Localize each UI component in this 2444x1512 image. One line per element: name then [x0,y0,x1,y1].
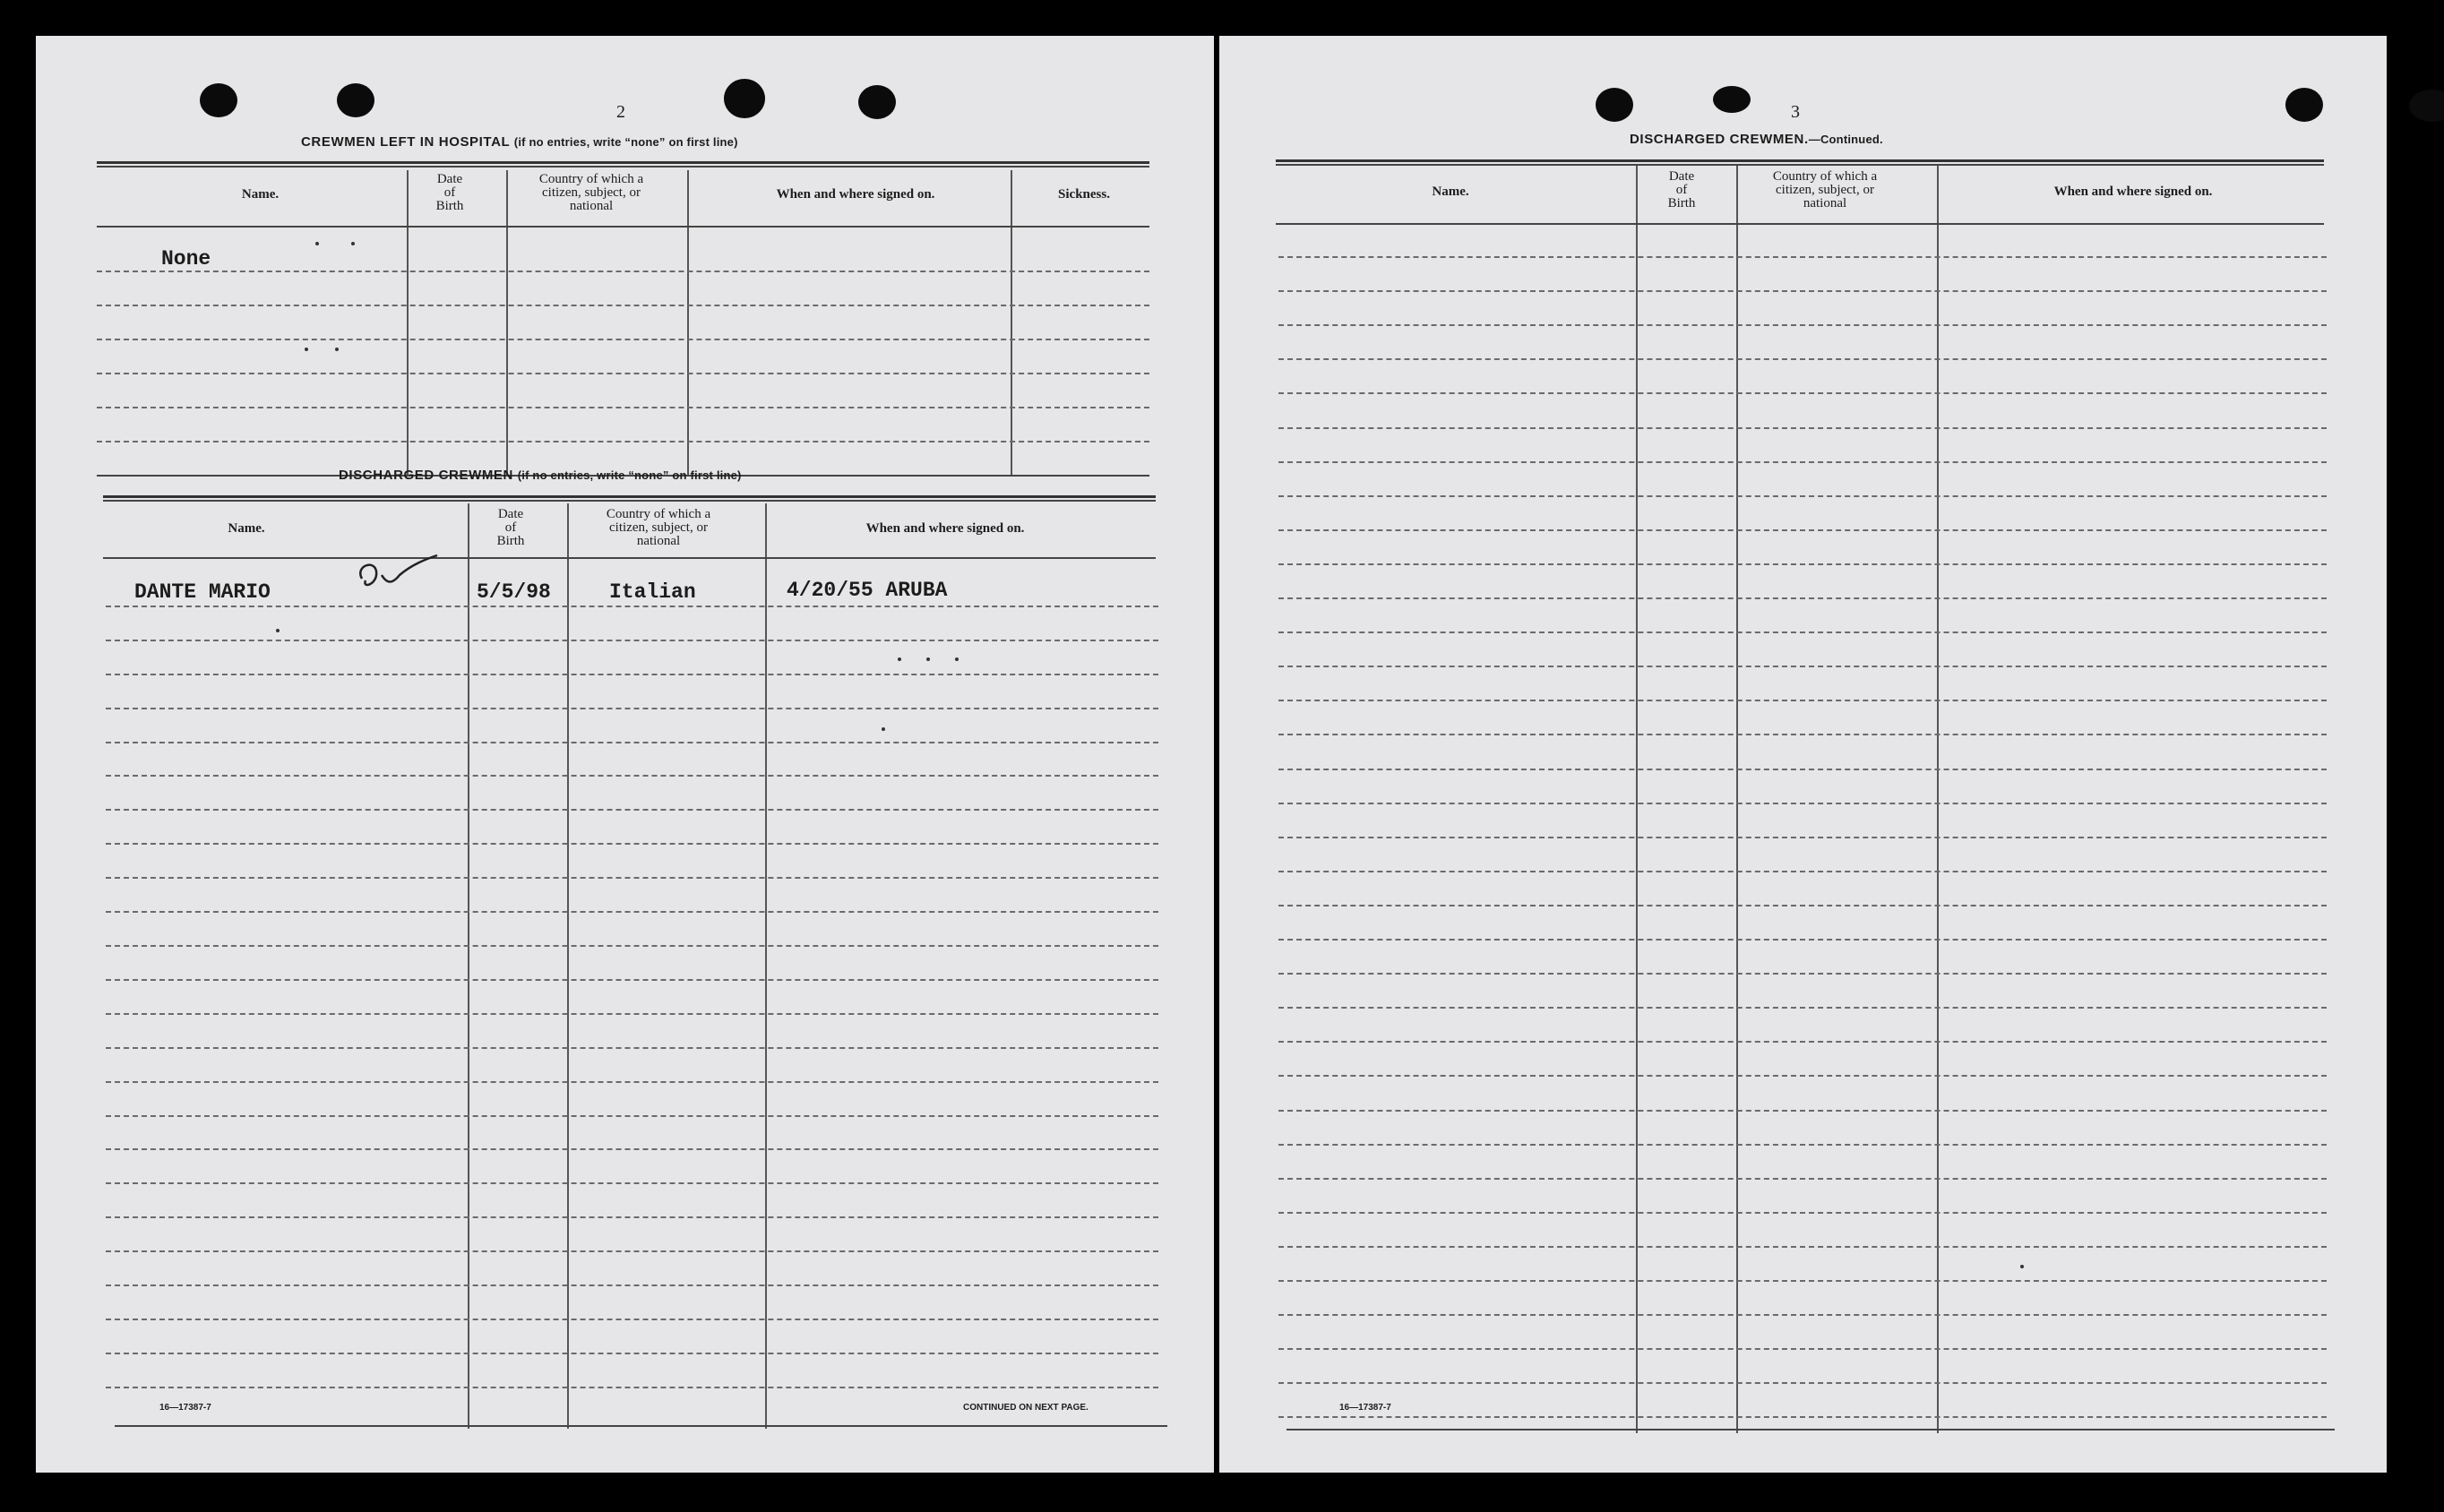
punch-hole [200,83,237,117]
ruled-line [106,708,1158,709]
ink-speck [955,657,959,661]
ruled-line [97,339,1149,340]
ruled-line [1278,495,2327,497]
ruled-line [1278,1041,2327,1043]
ruled-line [1278,700,2327,701]
row-rule [1276,223,2324,225]
ruled-line [97,305,1149,306]
ruled-line [1278,631,2327,633]
crew-name: DANTE MARIO [134,580,271,604]
col-header-name: Name. [241,187,280,202]
col-header-country: Country of which a citizen, subject, or national [606,507,711,548]
ruled-line [1278,1212,2327,1214]
ruled-line [106,606,1158,607]
header-rule [97,161,1149,164]
ruled-line [106,1047,1158,1049]
ruled-line [106,1081,1158,1083]
ruled-line [1278,1075,2327,1077]
row-rule [103,557,1156,559]
ruled-line [106,979,1158,981]
column-divider [468,503,469,1429]
ruled-line [1278,905,2327,906]
col-header-signed-on: When and where signed on. [2053,185,2213,199]
col-header-dob: Date of Birth [435,172,464,213]
punch-hole [337,83,374,117]
ruled-line [106,674,1158,675]
section-end-rule [115,1425,1167,1427]
ruled-line [1278,427,2327,429]
column-divider [1011,170,1012,477]
ruled-line [1278,666,2327,667]
punch-hole [2409,90,2444,122]
column-divider [1937,166,1939,1433]
handwritten-annotation [349,548,457,602]
punch-hole [2285,88,2323,122]
ink-speck [882,727,885,731]
ruled-line [106,1115,1158,1117]
right-page [1219,36,2387,1473]
ruled-line [106,877,1158,879]
ruled-line [1278,871,2327,872]
ruled-line [97,373,1149,374]
column-divider [1736,166,1738,1433]
col-header-name: Name. [1432,185,1469,199]
ruled-line [106,1387,1158,1388]
ruled-line [1278,461,2327,463]
ruled-line [1278,1144,2327,1146]
ruled-line [106,809,1158,811]
ruled-line [106,640,1158,641]
crew-country: Italian [609,580,696,604]
ink-speck [2020,1265,2024,1268]
header-rule [1276,164,2324,166]
ruled-line [106,843,1158,845]
page-number: 2 [616,102,625,122]
crew-dob: 5/5/98 [477,580,551,604]
ruled-line [1278,1007,2327,1009]
ink-speck [305,348,308,351]
column-divider [506,170,508,477]
ink-speck [898,657,901,661]
col-header-country: Country of which a citizen, subject, or national [538,172,644,213]
discharged-continued-title: DISCHARGED CREWMEN.—Continued. [1630,132,1883,147]
ruled-line [1278,734,2327,735]
header-rule [97,166,1149,168]
col-header-signed-on: When and where signed on. [776,187,935,202]
left-page [36,36,1214,1473]
punch-hole [1713,86,1751,113]
hospital-section-title: CREWMEN LEFT IN HOSPITAL (if no entries, write “none” on first line) [301,134,738,150]
ruled-line [1278,563,2327,565]
column-divider [407,170,409,477]
ruled-line [106,1250,1158,1252]
ruled-line [1278,1246,2327,1248]
ruled-line [1278,973,2327,975]
ruled-line [1278,1348,2327,1350]
column-divider [687,170,689,477]
ruled-line [1278,392,2327,394]
ink-speck [351,242,355,245]
ruled-line [1278,256,2327,258]
ruled-line [97,407,1149,408]
col-header-country: Country of which a citizen, subject, or national [1772,169,1878,210]
ink-speck [926,657,930,661]
ruled-line [106,945,1158,947]
crew-signed-on: 4/20/55 ARUBA [787,579,948,602]
col-header-dob: Date of Birth [1667,169,1696,210]
ruled-line [106,742,1158,743]
ruled-line [1278,1382,2327,1384]
ruled-line [1278,803,2327,804]
punch-hole [1596,88,1633,122]
ruled-line [1278,1314,2327,1316]
col-header-signed-on: When and where signed on. [865,521,1025,536]
ruled-line [97,271,1149,272]
hospital-entry: None [161,247,211,271]
column-divider [567,503,569,1429]
ruled-line [106,775,1158,777]
ruled-line [106,1013,1158,1015]
ruled-line [97,441,1149,442]
punch-hole [858,85,896,119]
discharged-section-title: DISCHARGED CREWMEN (if no entries, write “none” on first line) [339,468,742,483]
ink-speck [276,629,280,632]
header-rule [1276,159,2324,162]
ruled-line [1278,1280,2327,1282]
ruled-line [1278,837,2327,838]
ruled-line [1278,290,2327,292]
header-rule [103,495,1156,498]
continued-note: CONTINUED ON NEXT PAGE. [963,1403,1089,1413]
ruled-line [1278,1416,2327,1418]
page-number: 3 [1791,102,1800,122]
ruled-line [106,1319,1158,1320]
form-number: 16—17387-7 [159,1403,211,1413]
header-rule [103,500,1156,502]
ruled-line [106,1148,1158,1150]
ruled-line [106,1353,1158,1354]
form-number: 16—17387-7 [1339,1403,1391,1413]
row-rule [97,226,1149,228]
ruled-line [106,1182,1158,1184]
col-header-name: Name. [228,521,265,536]
ruled-line [1278,769,2327,770]
column-divider [765,503,767,1429]
ink-speck [315,242,319,245]
ruled-line [106,1284,1158,1286]
ruled-line [1278,1178,2327,1180]
col-header-dob: Date of Birth [496,507,525,548]
section-end-rule [1287,1429,2335,1430]
ruled-line [1278,358,2327,360]
punch-hole [724,79,765,118]
ruled-line [106,1216,1158,1218]
ruled-line [1278,1110,2327,1112]
ink-speck [335,348,339,351]
ruled-line [106,911,1158,913]
ruled-line [1278,939,2327,941]
ruled-line [1278,529,2327,531]
column-divider [1636,166,1638,1433]
ruled-line [1278,324,2327,326]
ruled-line [1278,597,2327,599]
col-header-sickness: Sickness. [1058,187,1110,202]
